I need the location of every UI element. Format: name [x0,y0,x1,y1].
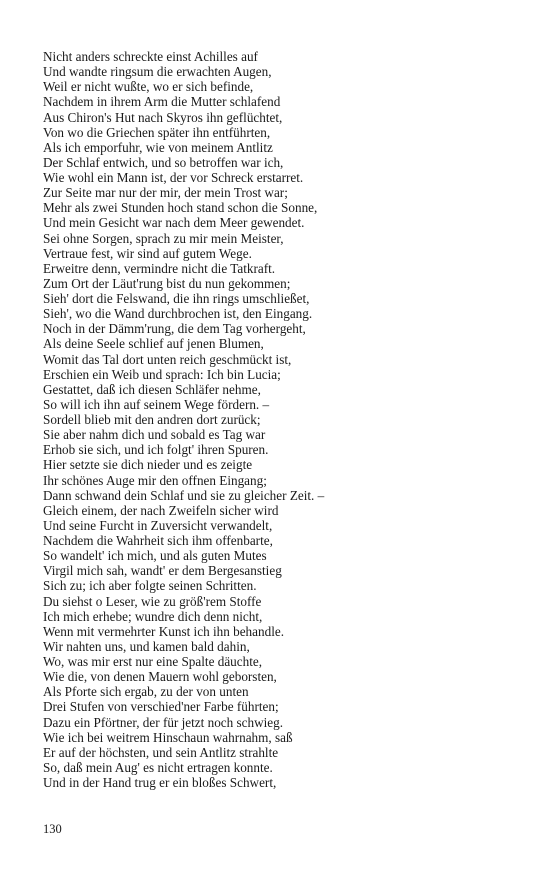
verse-line: So will ich ihn auf seinem Wege fördern. – [43,396,270,412]
verse-line: Du siehst o Leser, wie zu größ'rem Stoffe [43,593,262,609]
verse-line: Als deine Seele schlief auf jenen Blumen, [43,336,264,352]
verse-line: Aus Chiron's Hut nach Skyros ihn geflüchtet, [43,109,283,125]
verse-line: Ich mich erhebe; wundre dich denn nicht, [43,608,263,624]
verse-line: Weil er nicht wußte, wo er sich befinde, [43,79,254,95]
verse-line: Gleich einem, der nach Zweifeln sicher wird [43,502,279,518]
verse-line: Sei ohne Sorgen, sprach zu mir mein Meister, [43,230,284,246]
verse-line: Wenn mit vermehrter Kunst ich ihn behandle. [43,623,285,639]
verse-line: Wie ich bei weitrem Hinschaun wahrnahm, saß [43,729,293,745]
verse-line: Gestattet, daß ich diesen Schläfer nehme, [43,381,261,397]
verse-line: Sordell blieb mit den andren dort zurück; [43,412,261,427]
verse-line: Erhob sie sich, und ich folgt' ihren Spuren. [43,442,269,458]
verse-line: Ihr schönes Auge mir den offnen Eingang; [43,472,267,488]
verse-line: Und seine Furcht in Zuversicht verwandelt, [43,517,273,533]
verse-line: Mehr als zwei Stunden hoch stand schon die Sonne, [43,200,318,216]
verse-line: Als ich emporfuhr, wie von meinem Antlitz [43,139,273,155]
verse-line: Und wandte ringsum die erwachten Augen, [43,64,272,80]
verse-line: Nicht anders schreckte einst Achilles auf [43,49,258,64]
verse-line: Zum Ort der Läut'rung bist du nun gekommen; [43,275,291,291]
verse-text [43,49,523,790]
verse-line: Als Pforte sich ergab, zu der von unten [43,684,249,700]
verse-line: Sich zu; ich aber folgte seinen Schritten. [43,578,257,594]
verse-line: Wie wohl ein Mann ist, der vor Schreck erstarret. [43,170,304,185]
verse-line: Von wo die Griechen später ihn entführten, [43,124,271,140]
page-number: 130 [43,822,62,836]
verse-line: Vertraue fest, wir sind auf gutem Wege. [43,245,252,261]
verse-line: Hier setzte sie dich nieder und es zeigte [43,457,253,473]
verse-line: Sieh' dort die Felswand, die ihn rings umschließet, [43,291,310,306]
verse-line: Nachdem in ihrem Arm die Mutter schlafend [43,94,281,110]
verse-line: So, daß mein Aug' es nicht ertragen konnte. [43,759,273,775]
verse-line: Der Schlaf entwich, und so betroffen war ich, [43,154,284,170]
verse-line: So wandelt' ich mich, und als guten Mutes [43,548,267,564]
verse-line: Wie die, von denen Mauern wohl geborsten, [43,669,277,685]
verse-line: Noch in der Dämm'rung, die dem Tag vorhergeht, [43,321,306,337]
verse-line: Und mein Gesicht war nach dem Meer gewendet. [43,215,305,231]
verse-line: Er auf der höchsten, und sein Antlitz strahlte [43,744,279,760]
verse-line: Womit das Tal dort unten reich geschmückt ist, [43,351,292,367]
verse-line: Nachdem die Wahrheit sich ihm offenbarte, [43,533,273,548]
verse-line: Drei Stufen von verschied'ner Farbe führten; [43,699,279,715]
verse-line: Zur Seite mar nur der mir, der mein Trost war; [43,185,288,201]
verse-line: Dazu ein Pförtner, der für jetzt noch schwieg. [43,714,284,730]
verse-line: Virgil mich sah, wandt' er dem Bergesanstieg [43,563,282,579]
verse-line: Wo, was mir erst nur eine Spalte däuchte, [43,654,263,669]
verse-line: Erschien ein Weib und sprach: Ich bin Lucia; [43,366,281,382]
verse-line: Sieh', wo die Wand durchbrochen ist, den Eingang. [43,306,313,322]
verse-line: Wir nahten uns, und kamen bald dahin, [43,638,250,654]
verse-line: Erweitre denn, vermindre nicht die Tatkraft. [43,260,276,276]
verse-line: Sie aber nahm dich und sobald es Tag war [43,427,266,443]
verse-line: Dann schwand dein Schlaf und sie zu gleicher Zeit. – [43,487,325,503]
verse-line: Und in der Hand trug er ein bloßes Schwert, [43,775,277,790]
